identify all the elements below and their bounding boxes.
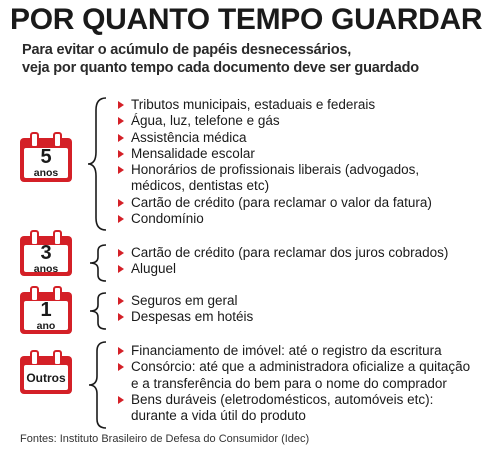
arrow-bullet-icon — [118, 363, 124, 371]
brace-icon — [86, 96, 110, 232]
calendar-unit: anos — [33, 167, 59, 179]
list-item: Cartão de crédito (para reclamar dos juros cobrados) — [118, 245, 448, 261]
calendar-number: 1 — [40, 298, 52, 321]
brace-icon — [86, 243, 110, 283]
calendar-word: Outros — [26, 370, 66, 385]
arrow-bullet-icon — [118, 396, 124, 404]
calendar-icon — [20, 292, 72, 334]
list-item: Mensalidade escolar — [118, 146, 432, 162]
list-item: Água, luz, telefone e gás — [118, 113, 432, 129]
arrow-bullet-icon — [118, 313, 124, 321]
item-list — [118, 245, 448, 278]
calendar-number: 5 — [40, 146, 52, 168]
list-item: Seguros em geral — [118, 293, 253, 309]
list-item: Condomínio — [118, 211, 432, 227]
item-list — [118, 343, 470, 424]
arrow-bullet-icon — [118, 199, 124, 207]
page-title: POR QUANTO TEMPO GUARDAR — [10, 3, 483, 36]
list-item: Despesas em hotéis — [118, 309, 253, 325]
arrow-bullet-icon — [118, 265, 124, 273]
subtitle-line-2: veja por quanto tempo cada documento deve ser guardado — [22, 60, 419, 76]
arrow-bullet-icon — [118, 215, 124, 223]
arrow-bullet-icon — [118, 134, 124, 142]
list-item: Tributos municipais, estaduais e federais — [118, 97, 432, 113]
list-item: Financiamento de imóvel: até o registro da escritura — [118, 343, 470, 359]
calendar-number: 3 — [40, 241, 52, 264]
arrow-bullet-icon — [118, 101, 124, 109]
item-list — [118, 97, 432, 227]
list-item: Honorários de profissionais liberais (advogados, médicos, dentistas etc) — [118, 162, 432, 195]
list-item: Cartão de crédito (para reclamar o valor da fatura) — [118, 195, 432, 211]
subtitle-line-1: Para evitar o acúmulo de papéis desnecessários, — [22, 42, 352, 58]
list-item: Aluguel — [118, 261, 448, 277]
calendar-icon — [20, 138, 72, 182]
arrow-bullet-icon — [118, 297, 124, 305]
calendar-icon — [20, 236, 72, 276]
calendar-unit: ano — [36, 319, 56, 332]
arrow-bullet-icon — [118, 166, 124, 174]
item-list — [118, 293, 253, 326]
list-item: Consórcio: até que a administradora oficialize a quitação e a transferência do bem para o nome do comprador — [118, 359, 470, 392]
arrow-bullet-icon — [118, 117, 124, 125]
calendar-icon — [20, 356, 72, 394]
brace-icon — [86, 291, 110, 331]
subtitle — [22, 41, 492, 77]
arrow-bullet-icon — [118, 249, 124, 257]
arrow-bullet-icon — [118, 347, 124, 355]
source-note: Fontes: Instituto Brasileiro de Defesa do Consumidor (Idec) — [20, 433, 310, 445]
arrow-bullet-icon — [118, 150, 124, 158]
brace-icon — [86, 340, 110, 430]
list-item: Assistência médica — [118, 130, 432, 146]
list-item: Bens duráveis (eletrodomésticos, automóveis etc): durante a vida útil do produto — [118, 392, 470, 425]
calendar-unit: anos — [33, 262, 59, 275]
